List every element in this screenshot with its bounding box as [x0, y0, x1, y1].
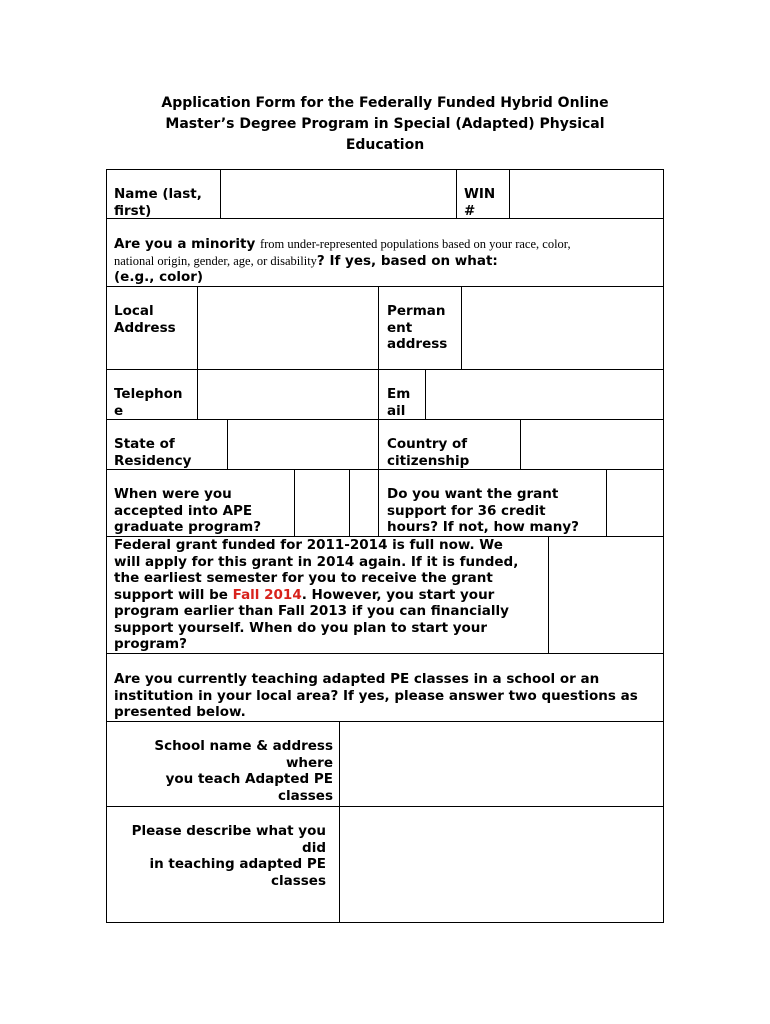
title-line-1: Application Form for the Federally Funded Hybrid Online — [161, 95, 609, 111]
col-divider — [378, 419, 379, 536]
state-label-line: Residency — [114, 452, 192, 469]
school-label-line: School name & address — [154, 738, 333, 754]
permanent-address-input-cell[interactable] — [462, 287, 663, 369]
federal-grant-line: the earliest semester for you to receive the grant — [114, 570, 493, 586]
win-label-line: # — [464, 202, 476, 219]
accepted-question-line: graduate program? — [114, 519, 262, 535]
start-semester-input-cell[interactable] — [549, 537, 663, 653]
federal-grant-line: program? — [114, 636, 187, 652]
name-label-line: first) — [114, 202, 152, 219]
minority-question-lead: Are you a minority — [114, 236, 260, 252]
email-label — [387, 386, 410, 419]
title-line-2: Master’s Degree Program in Special (Adapted) Physical — [165, 116, 605, 132]
row-divider — [106, 922, 664, 923]
country-input-cell[interactable] — [521, 420, 663, 469]
describe-label-line: classes — [270, 872, 326, 889]
state-label-line: State of — [114, 436, 175, 452]
country-label-line: citizenship — [387, 452, 470, 469]
country-label-line: Country of — [387, 436, 468, 452]
permanent-address-label-line: address — [387, 336, 448, 352]
school-input-cell[interactable] — [340, 722, 663, 806]
name-label — [114, 186, 202, 219]
country-label — [387, 436, 469, 469]
accepted-question-line: accepted into APE — [114, 502, 253, 519]
name-label-line: Name (last, — [114, 186, 202, 202]
permanent-address-label-line: ent — [387, 319, 413, 336]
teaching-question — [114, 671, 659, 721]
state-label — [114, 436, 191, 469]
telephone-label-line: Telephon — [114, 386, 183, 402]
describe-label-line: did — [302, 839, 326, 856]
local-address-label-line: Local — [114, 303, 154, 319]
fall-2014-highlight: Fall 2014 — [232, 586, 302, 603]
permanent-address-label-line: Perman — [387, 303, 446, 319]
state-input-cell[interactable] — [228, 420, 378, 469]
school-label-line: you teach Adapted PE — [165, 771, 333, 787]
telephone-input-cell[interactable] — [198, 370, 378, 419]
col-divider — [378, 286, 379, 419]
email-label-line: ail — [387, 402, 406, 419]
grant-support-question-line: support for 36 credit — [387, 502, 546, 519]
minority-question-followup: ? If yes, based on what: — [316, 252, 498, 269]
row-divider — [106, 469, 664, 470]
minority-question-example: (e.g., color) — [114, 269, 204, 285]
accepted-question — [114, 486, 261, 536]
federal-grant-line: . However, you start your — [301, 586, 495, 603]
grant-input-cell[interactable] — [607, 470, 663, 536]
school-label-line: where — [285, 754, 333, 771]
row-divider — [106, 653, 664, 654]
school-label-line: classes — [277, 787, 333, 804]
win-label-line: WIN — [464, 186, 496, 202]
local-address-label — [114, 303, 176, 336]
win-input-cell[interactable] — [510, 170, 663, 218]
describe-label-line: Please describe what you — [131, 823, 326, 839]
federal-grant-line: program earlier than Fall 2013 if you can financially — [114, 603, 509, 619]
col-divider — [349, 469, 350, 536]
federal-grant-line: support yourself. When do you plan to start your — [114, 619, 488, 636]
describe-label — [114, 823, 326, 889]
local-address-label-line: Address — [114, 319, 176, 336]
form-title — [106, 93, 664, 156]
title-line-3: Education — [345, 137, 425, 153]
minority-question — [114, 236, 659, 286]
grant-support-question-line: Do you want the grant — [387, 486, 559, 502]
federal-grant-line: support will be — [114, 586, 233, 603]
minority-question-detail: from under-represented populations based on your race, color, — [259, 237, 571, 251]
email-label-line: Em — [387, 386, 411, 402]
minority-question-detail: national origin, gender, age, or disability — [114, 253, 317, 268]
federal-grant-line: Federal grant funded for 2011-2014 is full now. We — [114, 537, 503, 553]
federal-grant-line: will apply for this grant in 2014 again. If it is funded, — [114, 553, 519, 570]
describe-input-cell[interactable] — [340, 807, 663, 922]
teaching-question-line: presented below. — [114, 704, 246, 720]
teaching-question-line: institution in your local area? If yes, please answer two questions as — [114, 687, 638, 704]
grant-support-question — [387, 486, 579, 536]
col-divider — [456, 169, 457, 218]
describe-label-line: in teaching adapted PE — [149, 856, 326, 872]
federal-grant-question — [114, 537, 546, 653]
local-address-input-cell[interactable] — [198, 287, 378, 369]
permanent-address-label — [387, 303, 447, 353]
name-input-cell[interactable] — [221, 170, 456, 218]
accepted-input-cell[interactable] — [295, 470, 349, 536]
grant-support-question-line: hours? If not, how many? — [387, 519, 579, 535]
email-input-cell[interactable] — [426, 370, 663, 419]
telephone-label — [114, 386, 183, 419]
teaching-question-line: Are you currently teaching adapted PE classes in a school or an — [114, 671, 600, 687]
win-label — [464, 186, 495, 219]
school-label — [114, 738, 333, 804]
telephone-label-line: e — [114, 402, 124, 419]
accepted-question-line: When were you — [114, 486, 232, 502]
